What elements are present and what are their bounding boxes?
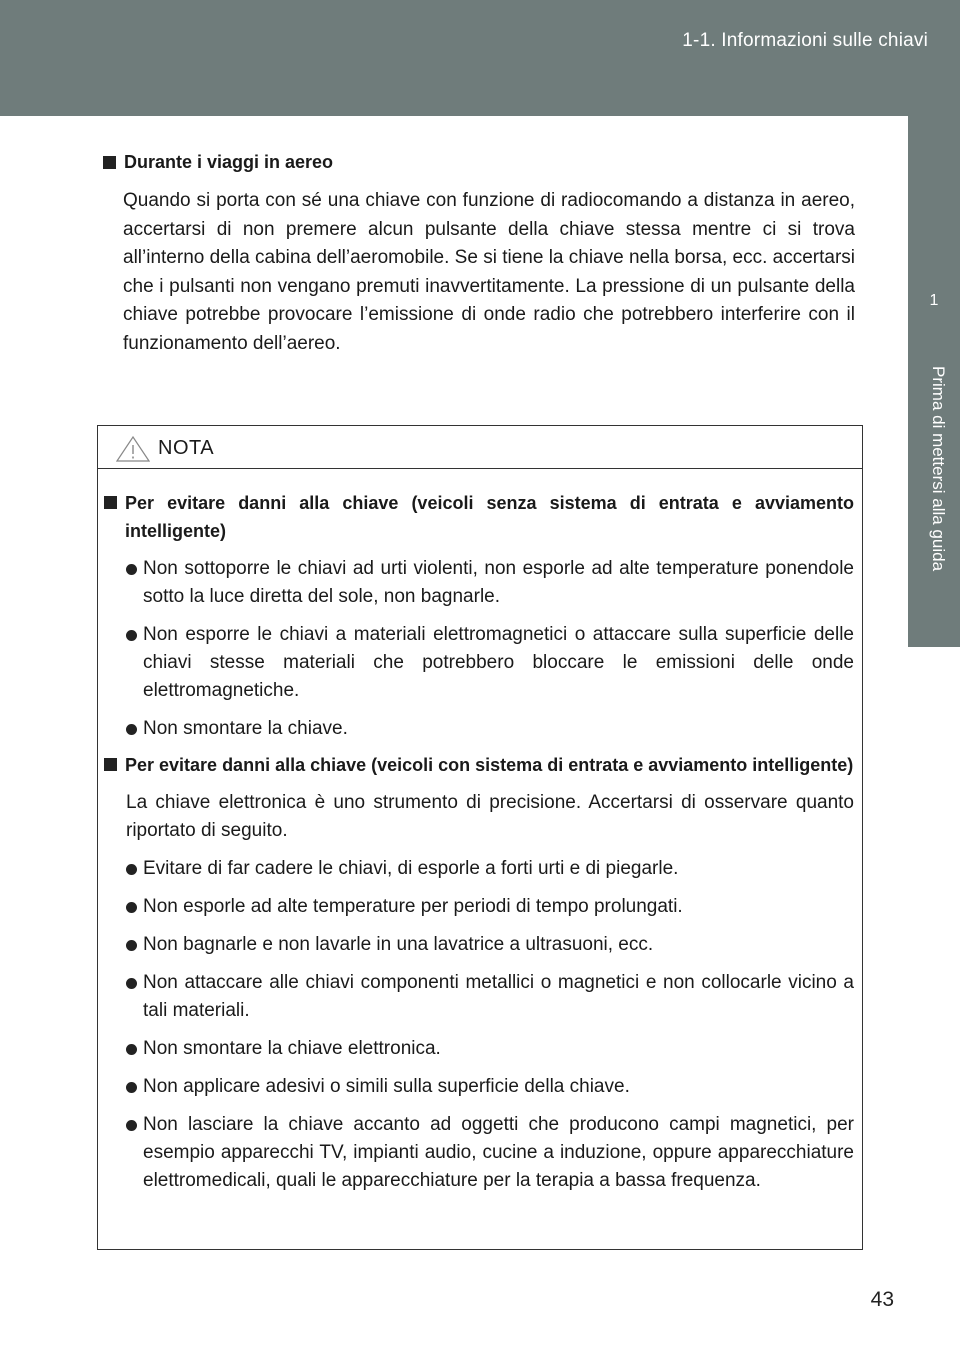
list-item [126, 621, 854, 705]
side-tab-upper [908, 116, 960, 253]
page-number: 43 [870, 1288, 894, 1311]
group1-heading-text: Per evitare danni alla chiave (veicoli senza sistema di entrata e avviamento intelligente) [125, 493, 854, 541]
section-body: Quando si porta con sé una chiave con funzione di radiocomando a distanza in aereo, accertarsi di non premere alcun pulsante della chiave stessa mentre ci si trova all’interno della cabina dell’aeromobile. Se si tiene la chiave nella borsa, ecc. accertarsi che i pulsanti non vengano premuti inavvertitamente. La pressione di un pulsante della chiave potrebbe provocare l’emissione di onde radio che potrebbero interferire con il funzionamento dell’aereo. [123, 190, 855, 354]
list-item-text: Non bagnarle e non lavarle in una lavatrice a ultrasuoni, ecc. [143, 934, 654, 955]
bullet-dot-icon [126, 940, 137, 951]
section-heading-text: Durante i viaggi in aereo [124, 152, 334, 172]
side-tab-label: Prima di mettersi alla guida [929, 366, 948, 572]
list-item [126, 1073, 854, 1101]
bullet-dot-icon [126, 724, 137, 735]
list-item-text: Non smontare la chiave elettronica. [143, 1038, 441, 1059]
group1-heading [104, 489, 854, 545]
section-heading [103, 152, 855, 173]
square-bullet-icon [104, 758, 117, 771]
list-item [126, 555, 854, 611]
side-tab-number: 1 [929, 292, 939, 309]
list-item-text: Non lasciare la chiave accanto ad oggetti che producono campi magnetici, per esempio apparecchi TV, impianti audio, cucine a induzione, oppure apparecchiature elettromedicali, quali le apparecchiature per la terapia a bassa frequenza. [143, 1114, 854, 1191]
note-header [98, 426, 862, 469]
list-item [126, 893, 854, 921]
list-item [126, 969, 854, 1025]
group2-heading-text: Per evitare danni alla chiave (veicoli con sistema di entrata e avviamento intelligente) [125, 755, 854, 775]
bullet-dot-icon [126, 978, 137, 989]
list-item-text: Non applicare adesivi o simili sulla superficie della chiave. [143, 1076, 630, 1097]
list-item [126, 1035, 854, 1063]
note-box [97, 425, 863, 1250]
list-item-text: Non sottoporre le chiavi ad urti violenti, non esporle ad alte temperature ponendole sotto la luce diretta del sole, non bagnarle. [143, 558, 854, 607]
bullet-dot-icon [126, 630, 137, 641]
list-item-text: Non smontare la chiave. [143, 718, 348, 739]
bullet-dot-icon [126, 1082, 137, 1093]
list-item [126, 855, 854, 883]
square-bullet-icon [104, 496, 117, 509]
list-item-text: Non esporle ad alte temperature per periodi di tempo prolungati. [143, 896, 683, 917]
bullet-dot-icon [126, 864, 137, 875]
bullet-dot-icon [126, 1120, 137, 1131]
list-item-text: Non attaccare alle chiavi componenti metallici o magnetici e non collocarle vicino a tali materiali. [143, 972, 854, 1021]
list-item-text: Evitare di far cadere le chiavi, di esporle a forti urti e di piegarle. [143, 858, 679, 879]
list-item [126, 1111, 854, 1195]
group2-heading [104, 751, 854, 779]
bullet-dot-icon [126, 902, 137, 913]
warning-triangle-icon [116, 436, 150, 462]
chapter-title: 1-1. Informazioni sulle chiavi [682, 30, 928, 51]
page-header [0, 0, 960, 116]
note-title: NOTA [158, 437, 215, 459]
bullet-dot-icon [126, 564, 137, 575]
group2-intro: La chiave elettronica è uno strumento di precisione. Accertarsi di osservare quanto riportato di seguito. [126, 792, 854, 841]
list-item [126, 715, 854, 743]
spacer [104, 743, 854, 751]
list-item [126, 931, 854, 959]
list-item-text: Non esporre le chiavi a materiali elettromagnetici o attaccare sulla superficie delle chiavi stesse materiali che potrebbero bloccare le emissioni delle onde elettromagnetiche. [143, 624, 854, 701]
air-travel-section [103, 152, 855, 358]
note-content [98, 469, 862, 1195]
bullet-dot-icon [126, 1044, 137, 1055]
square-bullet-icon [103, 156, 116, 169]
